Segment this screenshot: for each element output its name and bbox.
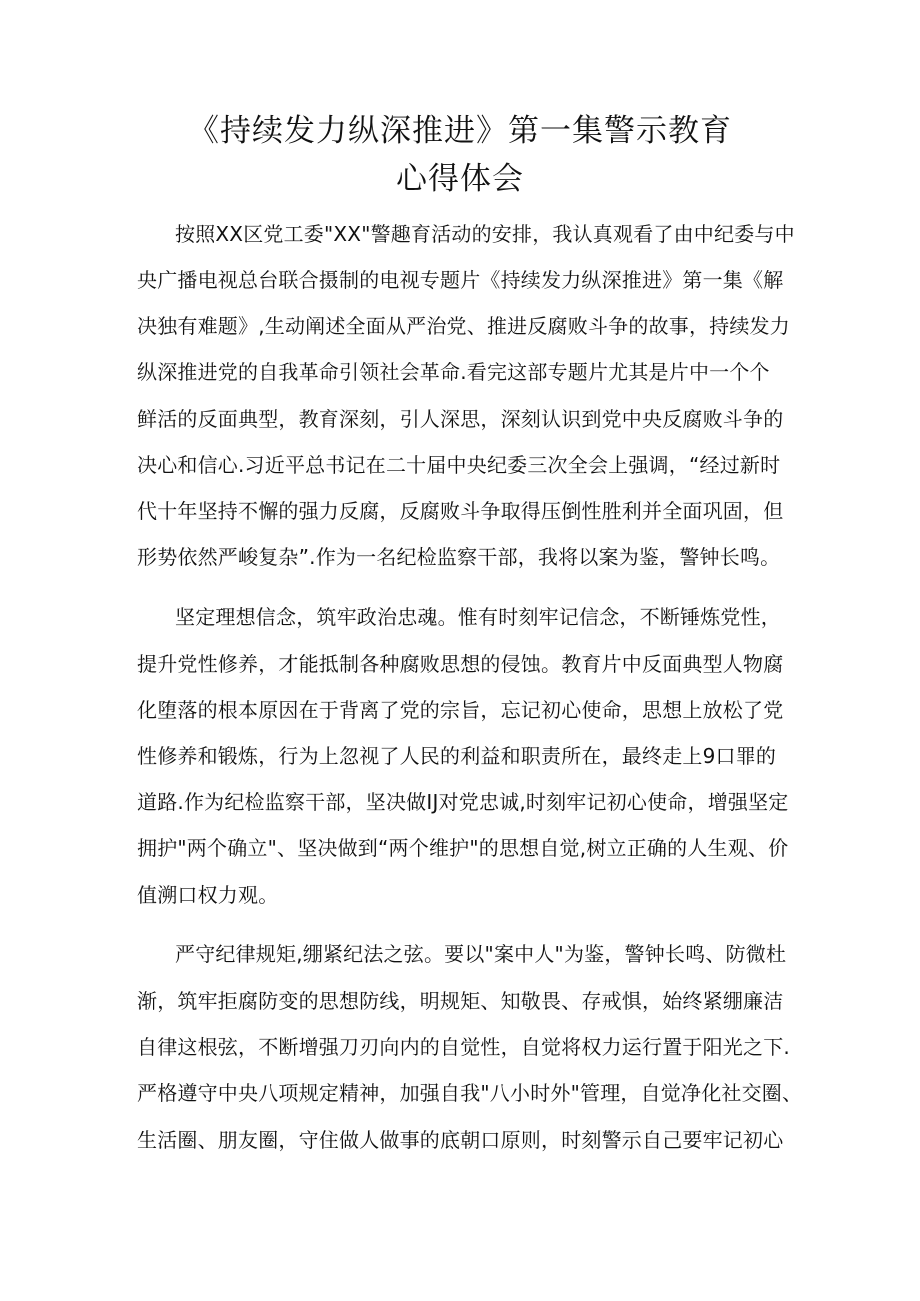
paragraph-line: 渐，筑牢拒腐防变的思想防线，明规矩、知敬畏、存戒惧，始终紧绷廉洁 bbox=[137, 989, 784, 1013]
paragraph-line: 鲜活的反面典型，教育深刻，引人深思，深刻认识到党中央反腐败斗争的 bbox=[137, 407, 784, 431]
paragraph-line: 化堕落的根本原因在于背离了党的宗旨，忘记初心使命，思想上放松了党 bbox=[137, 698, 784, 722]
paragraph-line: 形势依然严峻复杂”.作为一名纪检监察干部，我将以案为鉴，警钟长鸣。 bbox=[137, 545, 781, 569]
paragraph-line: 代十年坚持不懈的强力反腐，反腐败斗争取得压倒性胜利并全面巩固，但 bbox=[137, 499, 784, 523]
paragraph-line: 值溯口权力观。 bbox=[137, 883, 279, 907]
paragraph-line: 坚定理想信念，筑牢政治忠魂。惟有时刻牢记信念，不断锤炼党性， bbox=[175, 605, 781, 629]
paragraph-line: 生活圈、朋友圈，守住做人做事的底朝口原则，时刻警示自己要牢记初心 bbox=[137, 1128, 784, 1152]
paragraph-line: 决独有难题》,生动阐述全面从严治党、推进反腐败斗争的故事，持续发力 bbox=[137, 314, 790, 338]
paragraph-line: 央广播电视总台联合摄制的电视专题片《持续发力纵深推进》第一集《解 bbox=[137, 268, 784, 292]
document-title-line-2: 心得体会 bbox=[396, 161, 524, 197]
document-title-line-1: 《持续发力纵深推进》第一集警示教育 bbox=[188, 113, 732, 149]
paragraph-line: 严守纪律规矩,绷紧纪法之弦。要以"案中人"为鉴，警钟长鸣、防微杜 bbox=[175, 942, 787, 966]
paragraph-line: 提升党性修养，才能抵制各种腐败思想的侵蚀。教育片中反面典型人物腐 bbox=[137, 652, 784, 676]
paragraph-line: 道路.作为纪检监察干部，坚决做IJ对党忠诚,时刻牢记初心使命，增强坚定 bbox=[137, 790, 789, 814]
paragraph-line: 性修养和锻炼，行为上忽视了人民的利益和职责所在，最终走上9口罪的 bbox=[137, 744, 777, 768]
paragraph-line: 自律这根弦，不断增强刀刃向内的自觉性，自觉将权力运行置于阳光之下. bbox=[137, 1035, 790, 1059]
paragraph-line: 拥护"两个确立"、坚决做到“两个维护"的思想自觉,树立正确的人生观、价 bbox=[137, 836, 789, 860]
paragraph-line: 按照XX区党工委"XX"警趣育活动的安排，我认真观看了由中纪委与中 bbox=[175, 222, 795, 246]
paragraph-line: 纵深推进党的自我革命引领社会革命.看完这部专题片尤其是片中一个个 bbox=[137, 360, 770, 384]
paragraph-line: 决心和信心.习近平总书记在二十届中央纪委三次全会上强调，“经过新时 bbox=[137, 453, 781, 477]
paragraph-line: 严格遵守中央八项规定精神，加强自我"八小时外"管理，自觉净化社交圈、 bbox=[137, 1081, 803, 1105]
